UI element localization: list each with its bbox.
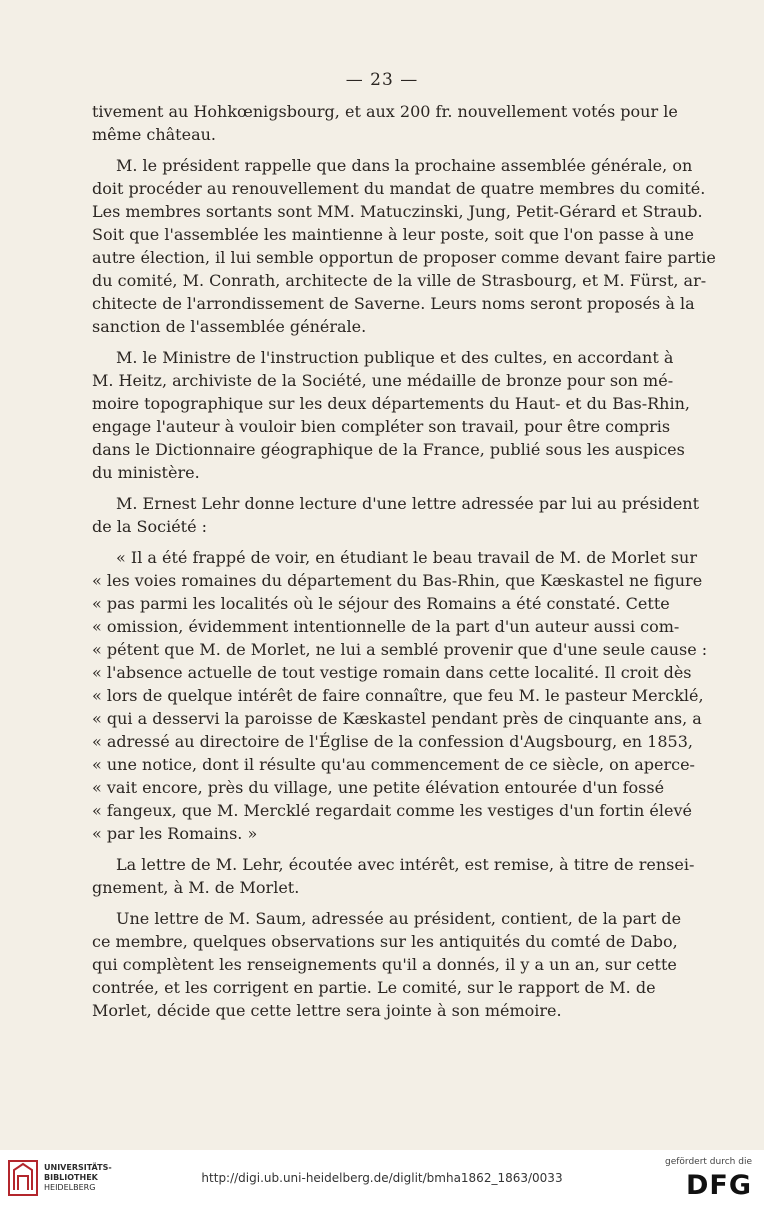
text-line: M. Heitz, archiviste de la Société, une médaille de bronze pour son mé-: [92, 371, 674, 390]
paragraph: [92, 492, 700, 538]
text-line: autre élection, il lui semble opportun de proposer comme devant faire partie: [92, 248, 716, 267]
paragraph: [92, 907, 682, 1022]
permalink-url[interactable]: http://digi.ub.uni-heidelberg.de/diglit/bmha1862_1863/0033: [201, 1171, 563, 1185]
text-line: sanction de l'assemblée générale.: [92, 317, 367, 336]
paragraph: [92, 154, 716, 338]
text-line: M. le président rappelle que dans la prochaine assemblée générale, on: [116, 156, 693, 175]
text-line: « Il a été frappé de voir, en étudiant le beau travail de M. de Morlet sur: [116, 548, 697, 567]
text-line: « l'absence actuelle de tout vestige romain dans cette localité. Il croit dès: [92, 663, 692, 682]
dfg-logo: DFG: [685, 1170, 752, 1201]
funded-by-label: gefördert durch die: [665, 1157, 752, 1167]
text-line: « qui a desservi la paroisse de Kæskastel pendant près de cinquante ans, a: [92, 709, 702, 728]
text-line: contrée, et les corrigent en partie. Le comité, sur le rapport de M. de: [92, 978, 656, 997]
text-line: M. le Ministre de l'instruction publique et des cultes, en accordant à: [116, 348, 674, 367]
text-line: « pétent que M. de Morlet, ne lui a semblé provenir que d'une seule cause :: [92, 640, 708, 659]
text-line: gnement, à M. de Morlet.: [92, 878, 300, 897]
text-line: qui complètent les renseignements qu'il a donnés, il y a un an, sur cette: [92, 955, 677, 974]
text-line: « vait encore, près du village, une petite élévation entourée d'un fossé: [92, 778, 665, 797]
text-line: de la Société :: [92, 517, 208, 536]
text-line: même château.: [92, 125, 216, 144]
page-number: — 23 —: [345, 70, 419, 90]
body-text: [92, 100, 716, 1022]
text-line: « fangeux, que M. Mercklé regardait comme les vestiges d'un fortin élevé: [92, 801, 692, 820]
text-line: du ministère.: [92, 463, 200, 482]
text-line: « omission, évidemment intentionnelle de la part d'un auteur aussi com-: [92, 617, 680, 636]
text-line: doit procéder au renouvellement du mandat de quatre membres du comité.: [92, 179, 706, 198]
text-line: La lettre de M. Lehr, écoutée avec intérêt, est remise, à titre de rensei-: [116, 855, 695, 874]
text-line: Les membres sortants sont MM. Matuczinski, Jung, Petit-Gérard et Straub.: [92, 202, 703, 221]
institution-line-2: BIBLIOTHEK: [44, 1173, 98, 1182]
text-line: tivement au Hohkœnigsbourg, et aux 200 fr. nouvellement votés pour le: [92, 102, 678, 121]
paragraph: [92, 346, 690, 484]
text-line: chitecte de l'arrondissement de Saverne. Leurs noms seront proposés à la: [92, 294, 695, 313]
text-line: ce membre, quelques observations sur les antiquités du comté de Dabo,: [92, 932, 678, 951]
paragraph: [92, 546, 708, 845]
text-line: moire topographique sur les deux départements du Haut- et du Bas-Rhin,: [92, 394, 690, 413]
text-line: « par les Romains. »: [92, 824, 258, 843]
text-line: engage l'auteur à vouloir bien compléter son travail, pour être compris: [92, 417, 671, 436]
viewer-footer: [0, 1150, 764, 1207]
text-line: « une notice, dont il résulte qu'au commencement de ce siècle, on aperce-: [92, 755, 695, 774]
text-line: « lors de quelque intérêt de faire connaître, que feu M. le pasteur Mercklé,: [92, 686, 704, 705]
text-line: du comité, M. Conrath, architecte de la ville de Strasbourg, et M. Fürst, ar-: [92, 271, 707, 290]
paragraph: [92, 100, 678, 146]
text-line: M. Ernest Lehr donne lecture d'une lettre adressée par lui au président: [116, 494, 700, 513]
text-line: Une lettre de M. Saum, adressée au président, contient, de la part de: [116, 909, 682, 928]
text-line: Morlet, décide que cette lettre sera jointe à son mémoire.: [92, 1001, 562, 1020]
text-line: « adressé au directoire de l'Église de la confession d'Augsbourg, en 1853,: [92, 732, 693, 751]
text-line: « les voies romaines du département du Bas-Rhin, que Kæskastel ne figure: [92, 571, 703, 590]
paragraph: [92, 853, 695, 899]
text-line: dans le Dictionnaire géographique de la France, publié sous les auspices: [92, 440, 685, 459]
institution-line-3: HEIDELBERG: [44, 1183, 96, 1192]
institution-line-1: UNIVERSITÄTS-: [44, 1163, 112, 1172]
text-line: Soit que l'assemblée les maintienne à leur poste, soit que l'on passe à une: [92, 225, 695, 244]
text-line: « pas parmi les localités où le séjour des Romains a été constaté. Cette: [92, 594, 670, 613]
